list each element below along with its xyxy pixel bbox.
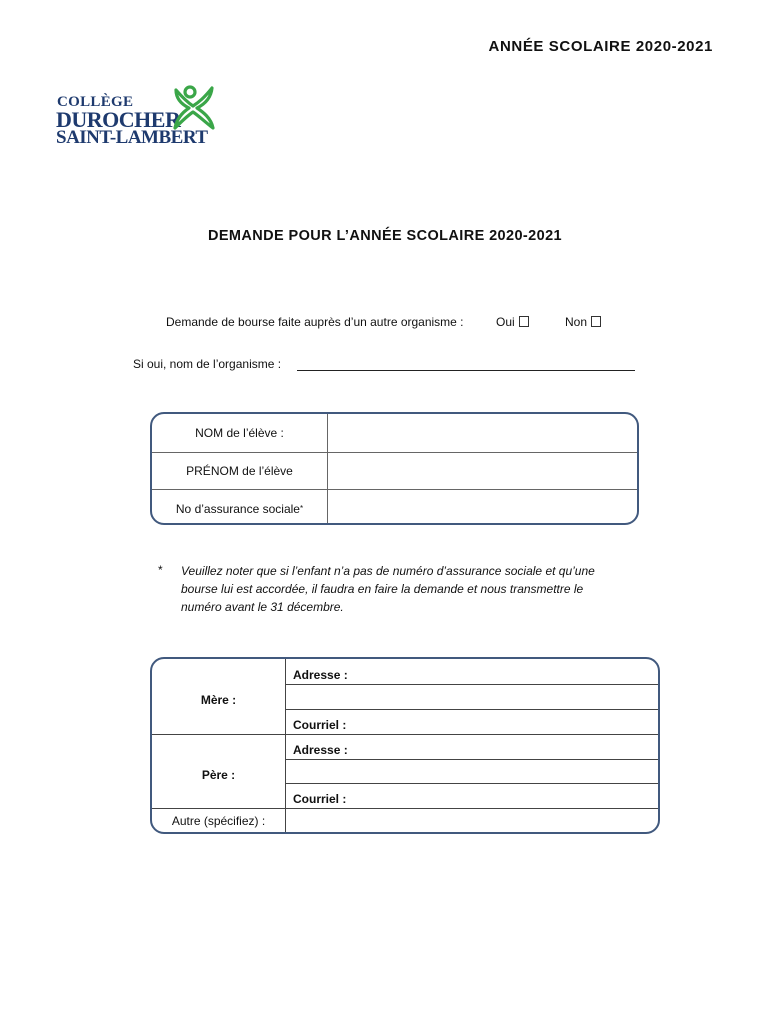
logo-line-durocher: DUROCHER bbox=[56, 107, 181, 132]
option-oui-label: Oui bbox=[496, 315, 515, 329]
mere-courriel-label: Courriel : bbox=[293, 718, 347, 732]
option-non-label: Non bbox=[565, 315, 588, 329]
logo-line-saint-lambert: SAINT-LAMBERT bbox=[56, 127, 208, 148]
pere-adresse-line-2[interactable] bbox=[285, 783, 658, 784]
mere-label: Mère : bbox=[200, 693, 237, 707]
row-nom bbox=[152, 414, 637, 452]
note-asterisk: * bbox=[158, 563, 163, 577]
pere-courriel-line[interactable] bbox=[152, 808, 658, 809]
non-checkbox[interactable] bbox=[591, 316, 601, 327]
row-nas bbox=[152, 489, 637, 525]
pere-adresse-line-1[interactable] bbox=[285, 759, 658, 760]
nas-note: Veuillez noter que si l’enfant n’a pas de numéro d’assurance sociale et qu’une bourse lui est accordée, il faudra en faire la demande et nous transmettre le numéro avant le 31 décembre. bbox=[181, 564, 595, 614]
option-oui[interactable] bbox=[496, 315, 529, 329]
mere-adresse-line-1[interactable] bbox=[285, 684, 658, 685]
bourse-question: Demande de bourse faite auprès d’un autre organisme : bbox=[166, 315, 464, 329]
nas-field[interactable] bbox=[328, 490, 637, 525]
college-logo bbox=[55, 84, 225, 150]
school-year-header: ANNÉE SCOLAIRE 2020-2021 bbox=[488, 38, 713, 55]
logo-line-college: COLLÈGE bbox=[57, 94, 134, 110]
nom-label: NOM de l’élève : bbox=[152, 414, 328, 452]
nas-asterisk: * bbox=[299, 504, 304, 513]
nas-label: No d’assurance sociale bbox=[175, 501, 300, 516]
oui-checkbox[interactable] bbox=[519, 316, 529, 327]
row-prenom bbox=[152, 452, 637, 489]
pere-courriel-label: Courriel : bbox=[293, 792, 347, 806]
mere-courriel-line[interactable] bbox=[152, 734, 658, 735]
parents-table bbox=[150, 657, 660, 834]
organisme-label: Si oui, nom de l’organisme : bbox=[133, 357, 282, 371]
nas-label-cell bbox=[152, 490, 328, 525]
autre-label: Autre (spécifiez) : bbox=[171, 814, 266, 828]
nom-field[interactable] bbox=[328, 414, 637, 452]
pere-adresse-label: Adresse : bbox=[293, 743, 348, 757]
prenom-label: PRÉNOM de l’élève bbox=[152, 453, 328, 489]
pere-label: Père : bbox=[201, 768, 236, 782]
option-non[interactable] bbox=[565, 315, 601, 329]
document-title: DEMANDE POUR L’ANNÉE SCOLAIRE 2020-2021 bbox=[207, 228, 563, 244]
student-info-table bbox=[150, 412, 639, 525]
mere-adresse-label: Adresse : bbox=[293, 668, 348, 682]
logo-figure-icon bbox=[171, 84, 217, 132]
organisme-field[interactable] bbox=[297, 370, 635, 371]
prenom-field[interactable] bbox=[328, 453, 637, 489]
mere-adresse-line-2[interactable] bbox=[285, 709, 658, 710]
